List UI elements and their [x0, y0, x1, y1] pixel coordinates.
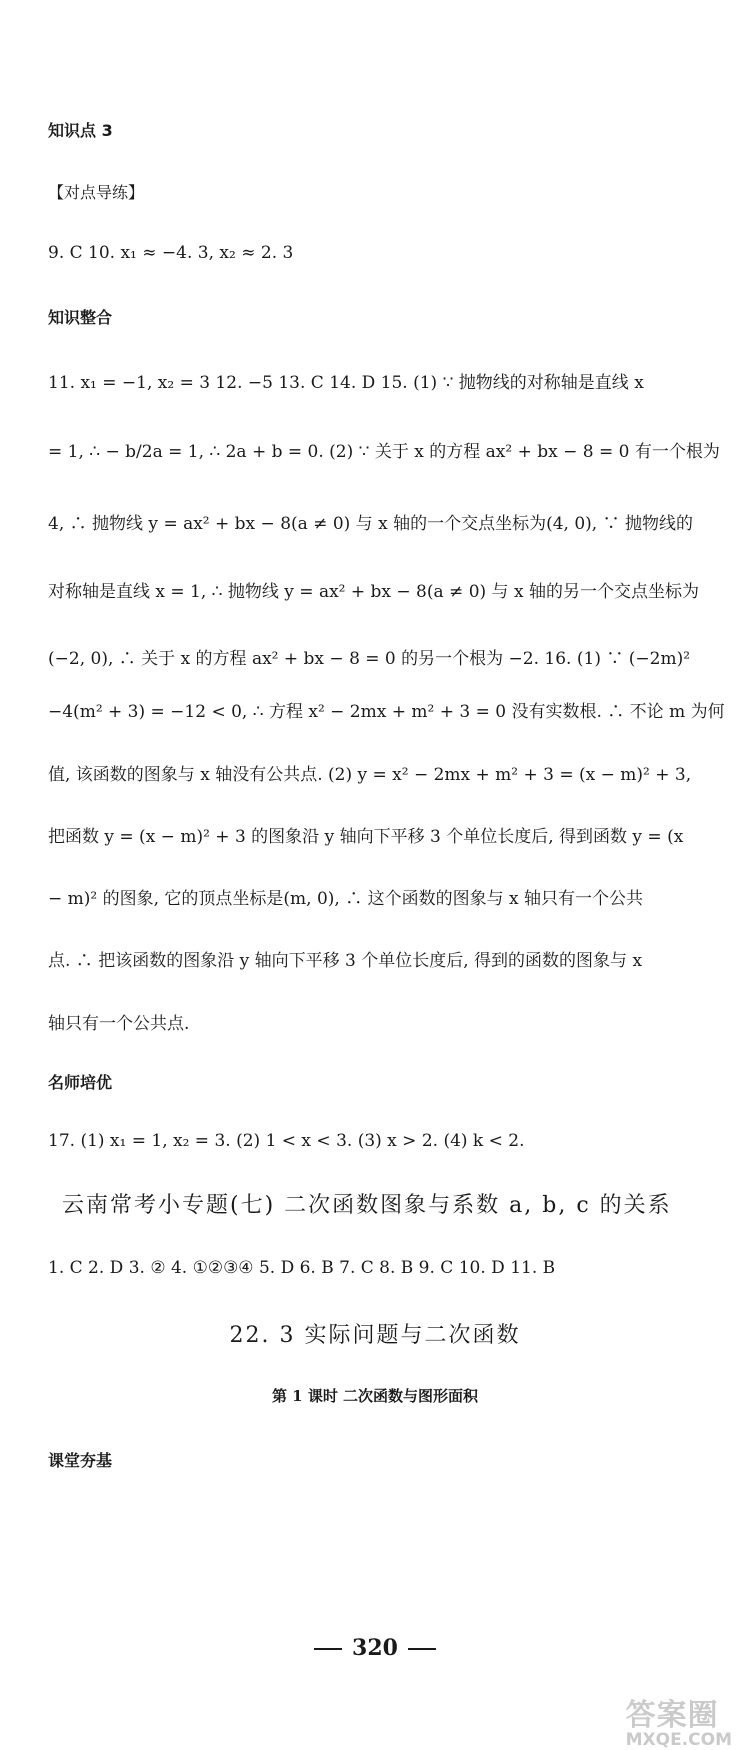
heading-practice: 【对点导练】 [48, 183, 145, 202]
topic-7-title: 云南常考小专题(七) 二次函数图象与系数 a, b, c 的关系 [62, 1193, 672, 1218]
heading-knowledge-point-3: 知识点 3 [48, 121, 113, 140]
page-number-value: 320 [352, 1635, 398, 1661]
page-number-dash-right [408, 1648, 436, 1650]
answer-line: 点. ∴ 把该函数的图象沿 y 轴向下平移 3 个单位长度后, 得到的函数的图象与 x [48, 951, 643, 971]
lesson-1-subtitle: 第 1 课时 二次函数与图形面积 [271, 1387, 479, 1405]
answer-line: − m)² 的图象, 它的顶点坐标是(m, 0), ∴ 这个函数的图象与 x 轴只有一个公共 [48, 889, 644, 909]
answer-line: −4(m² + 3) = −12 < 0, ∴ 方程 x² − 2mx + m² + 3 = 0 没有实数根. ∴ 不论 m 为何 [48, 702, 725, 722]
answer-line: = 1, ∴ − b/2a = 1, ∴ 2a + b = 0. (2) ∵ 关于 x 的方程 ax² + bx − 8 = 0 有一个根为 [48, 442, 720, 462]
answer-line: 轴只有一个公共点. [48, 1014, 190, 1034]
answer-line: 11. x₁ = −1, x₂ = 3 12. −5 13. C 14. D 15. (1) ∵ 抛物线的对称轴是直线 x [48, 373, 644, 393]
answers-9-10: 9. C 10. x₁ ≈ −4. 3, x₂ ≈ 2. 3 [48, 243, 294, 263]
answers-17: 17. (1) x₁ = 1, x₂ = 3. (2) 1 < x < 3. (3) x > 2. (4) k < 2. [48, 1131, 525, 1151]
section-22-3-title: 22. 3 实际问题与二次函数 [229, 1323, 521, 1348]
answer-line: (−2, 0), ∴ 关于 x 的方程 ax² + bx − 8 = 0 的另一个根为 −2. 16. (1) ∵ (−2m)² [48, 649, 691, 669]
answer-line: 把函数 y = (x − m)² + 3 的图象沿 y 轴向下平移 3 个单位长度后, 得到函数 y = (x [48, 827, 684, 847]
page-number-dash-left [314, 1648, 342, 1650]
heading-knowledge-integration: 知识整合 [48, 308, 113, 327]
topic-7-answers: 1. C 2. D 3. ② 4. ①②③④ 5. D 6. B 7. C 8. B 9. C 10. D 11. B [48, 1258, 556, 1278]
answer-line: 对称轴是直线 x = 1, ∴ 抛物线 y = ax² + bx − 8(a ≠ 0) 与 x 轴的另一个交点坐标为 [48, 582, 699, 602]
watermark-text-top: 答案圈 [625, 1698, 719, 1733]
heading-classroom-foundation: 课堂夯基 [48, 1451, 113, 1470]
watermark-logo [626, 1690, 732, 1750]
heading-teacher-excellence: 名师培优 [48, 1073, 113, 1092]
answer-line: 4, ∴ 抛物线 y = ax² + bx − 8(a ≠ 0) 与 x 轴的一个交点坐标为(4, 0), ∵ 抛物线的 [48, 514, 693, 534]
page-number [0, 1635, 750, 1661]
answer-line: 值, 该函数的图象与 x 轴没有公共点. (2) y = x² − 2mx + m² + 3 = (x − m)² + 3, [48, 765, 692, 785]
watermark-text-bottom: MXQE.COM [625, 1730, 732, 1750]
